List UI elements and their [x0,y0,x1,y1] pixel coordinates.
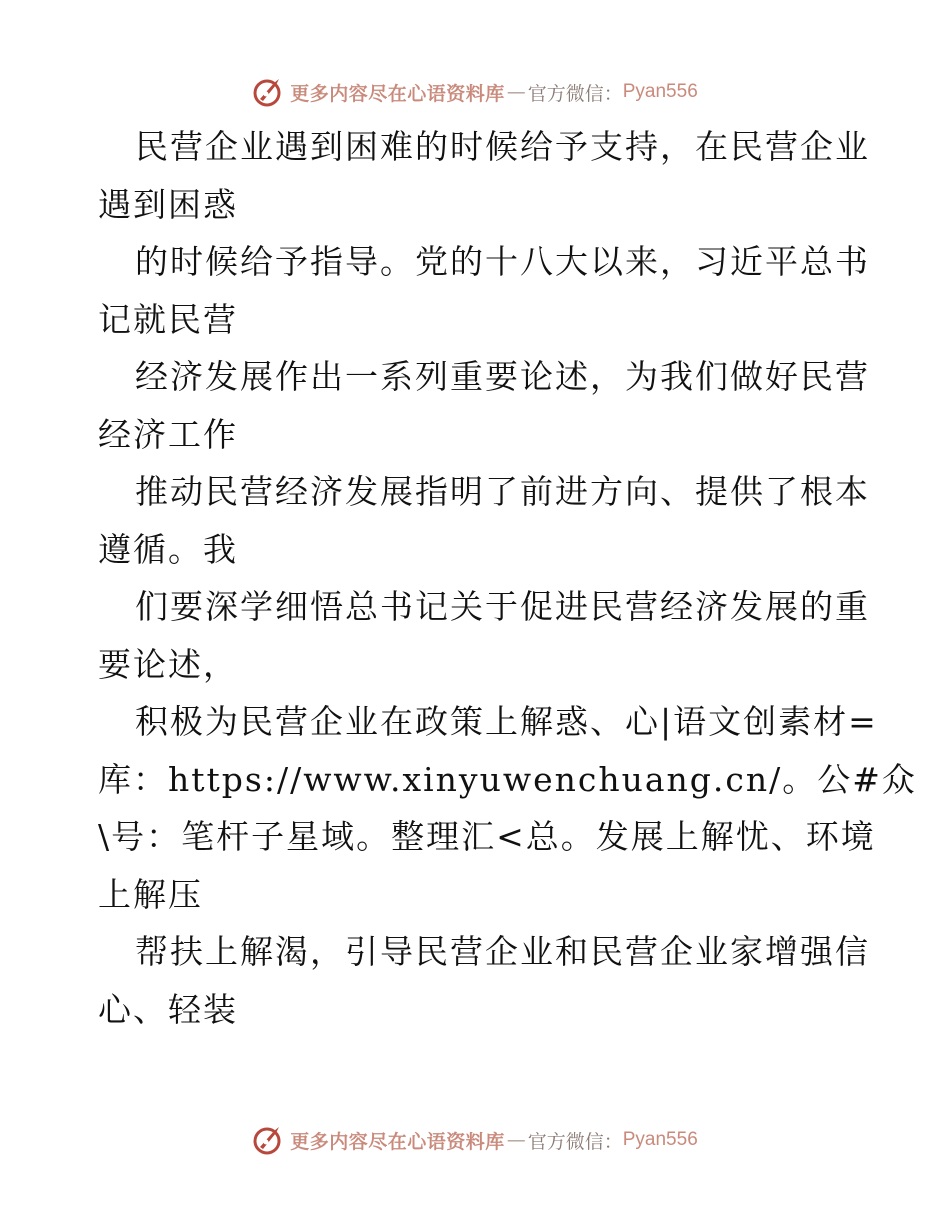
footer-banner [0,1120,950,1160]
text-line: 记就民营 [98,299,238,339]
text-line: 遵循。我 [98,529,238,569]
text-line: 民营企业遇到困难的时候给予支持，在民营企业 [135,127,870,166]
header-banner [0,72,950,112]
banner-wechat-id: Pyan556 [622,1129,698,1150]
text-line: 心、轻装 [98,989,238,1029]
pen-logo-icon [252,1123,286,1157]
text-line: 经济发展作出一系列重要论述，为我们做好民营 [135,357,870,396]
banner-dash: — [506,81,526,103]
text-line: 推动民营经济发展指明了前进方向、提供了根本 [135,472,870,511]
text-line: 库：https://www.xinyuwenchuang.cn/。公#众 [98,759,917,799]
banner-dash: — [506,1129,526,1151]
pen-logo-icon [252,75,286,109]
text-line: 上解压 [98,874,203,914]
banner-wechat-id: Pyan556 [622,81,698,102]
text-line: \号：笔杆子星域。整理汇<总。发展上解忧、环境 [98,817,876,856]
banner-title: 更多内容尽在心语资料库 [290,1130,505,1153]
text-line: 的时候给予指导。党的十八大以来，习近平总书 [135,242,870,281]
text-line: 帮扶上解渴，引导民营企业和民营企业家增强信 [135,932,870,971]
text-line: 们要深学细悟总书记关于促进民营经济发展的重 [135,587,870,626]
text-line: 积极为民营企业在政策上解惑、心|语文创素材= [135,702,878,741]
text-line: 遇到困惑 [98,184,238,224]
document-body [98,118,917,1038]
text-line: 要论述， [98,644,238,684]
banner-title: 更多内容尽在心语资料库 [290,82,505,105]
text-line: 经济工作 [98,414,238,454]
banner-wechat-label: 官方微信： [527,82,623,105]
banner-wechat-label: 官方微信： [527,1130,623,1153]
